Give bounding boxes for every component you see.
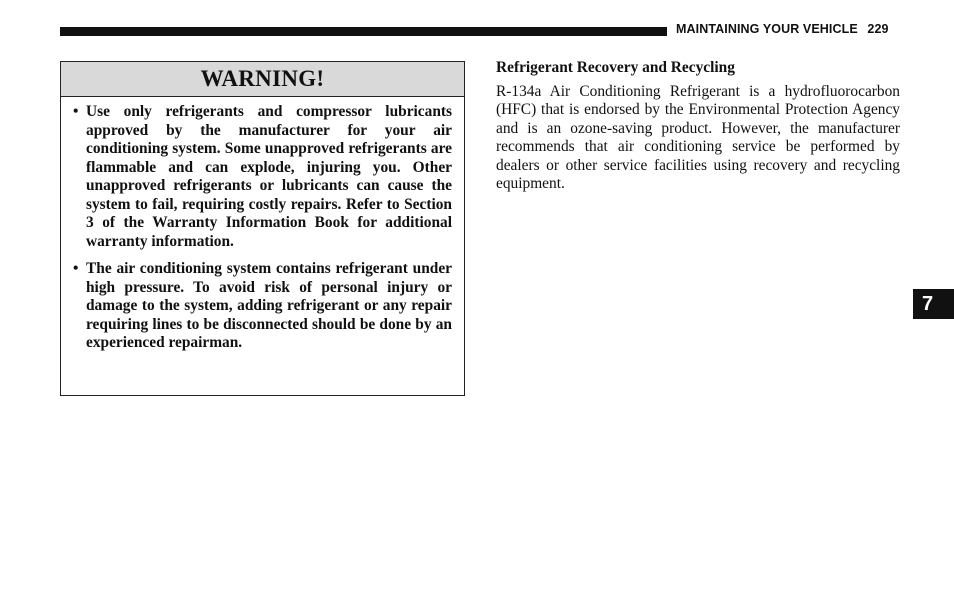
warning-item: [73, 103, 452, 251]
warning-list: [73, 103, 452, 362]
warning-box: [60, 61, 465, 396]
warning-title: WARNING!: [61, 62, 464, 97]
running-header: [676, 22, 889, 36]
warning-item-text: Use only refrigerants and compressor lubricants approved by the manufacturer for your air conditioning system. Some unapproved refrigerants are flammable and can explode, injuring you. Other unapproved refrigerants or lubricants can cause the system to fail, requiring costly repairs. Refer to Section 3 of the Warranty Information Book for additional warranty information.: [86, 103, 452, 250]
section-body: R-134a Air Conditioning Refrigerant is a hydrofluorocarbon (HFC) that is endorsed by the Environmental Protection Agency and is an ozone-saving product. However, the manufacturer recommends that air conditioning service be performed by dealers or other service facilities using recovery and recycling equipment.: [496, 82, 900, 192]
warning-item-text: The air conditioning system contains refrigerant under high pressure. To avoid risk of personal injury or damage to the system, adding refrigerant or any repair requiring lines to be disconnected should be done by an experienced repairman.: [86, 260, 452, 351]
section-heading: Refrigerant Recovery and Recycling: [496, 59, 735, 76]
chapter-tab: 7: [913, 289, 954, 319]
header-title: MAINTAINING YOUR VEHICLE: [676, 22, 858, 36]
bullet-icon: •: [73, 103, 79, 120]
header-rule: [60, 27, 667, 36]
refrigerant-section: [496, 59, 900, 194]
bullet-icon: •: [73, 260, 79, 277]
page-number: 229: [867, 22, 889, 36]
warning-item: [73, 260, 452, 353]
